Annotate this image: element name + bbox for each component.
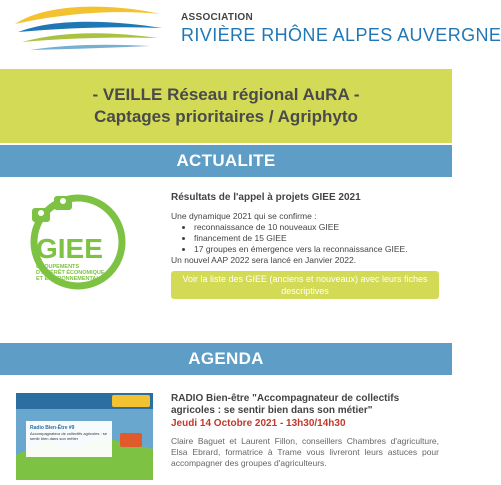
radio-image-title: Radio Bien-Être #9 (30, 425, 75, 431)
radio-event-image[interactable] (16, 393, 153, 480)
actualite-content (171, 192, 439, 299)
actualite-intro: Une dynamique 2021 qui se confirme : (171, 211, 317, 221)
agenda-title[interactable]: RADIO Bien-être "Accompagnateur de collectifs agricoles : se sentir bien dans son métier" (171, 393, 400, 416)
radio-illustration-icon (16, 393, 153, 480)
agenda-content (171, 393, 439, 469)
giee-logo-text: GIEE (36, 233, 103, 264)
giee-logo-sub-3: ET ENVIRONNEMENTAL (36, 276, 100, 282)
section-heading-actualite: ACTUALITE (0, 145, 452, 177)
actualite-bullet-list (171, 222, 439, 255)
list-item: • financement de 15 GIEE (194, 233, 439, 244)
river-logo-icon (10, 2, 170, 62)
org-small-label: ASSOCIATION (181, 12, 254, 23)
radio-image-text: Accompagnateur de collectifs agricoles : se sentir bien dans son métier (30, 431, 107, 441)
veille-line-1: - VEILLE Réseau régional AuRA - (92, 85, 360, 104)
veille-line-2: Captages prioritaires / Agriphyto (94, 107, 358, 126)
giee-logo-sub-1: GROUPEMENTS (36, 264, 80, 270)
list-item: • 17 groupes en émergence vers la reconnaissance GIEE. (194, 244, 439, 255)
header (0, 0, 501, 66)
actualite-title: Résultats de l'appel à projets GIEE 2021 (171, 192, 361, 203)
agenda-date: Jeudi 14 Octobre 2021 - 13h30/14h30 (171, 418, 346, 429)
veille-banner (0, 69, 452, 143)
giee-logo (12, 192, 144, 302)
org-name: RIVIÈRE RHÔNE ALPES AUVERGNE (181, 25, 501, 45)
section-heading-agenda: AGENDA (0, 343, 452, 375)
actualite-text (171, 211, 439, 266)
giee-logo-sub-2: D'INTÉRÊT ÉCONOMIQUE (36, 270, 105, 276)
actualite-outro: Un nouvel AAP 2022 sera lancé en Janvier 2022. (171, 255, 357, 265)
giee-list-button[interactable]: Voir la liste des GIEE (anciens et nouveaux) avec leurs fiches descriptives (171, 271, 439, 299)
agenda-description: Claire Baguet et Laurent Fillon, conseillers Chambres d'agriculture, Elsa Ebrard, formatrice à Trame vous livreront leurs astuces pour accompagner des groupes d'agriculteurs. (171, 436, 439, 468)
list-item: • reconnaissance de 10 nouveaux GIEE (194, 222, 439, 233)
